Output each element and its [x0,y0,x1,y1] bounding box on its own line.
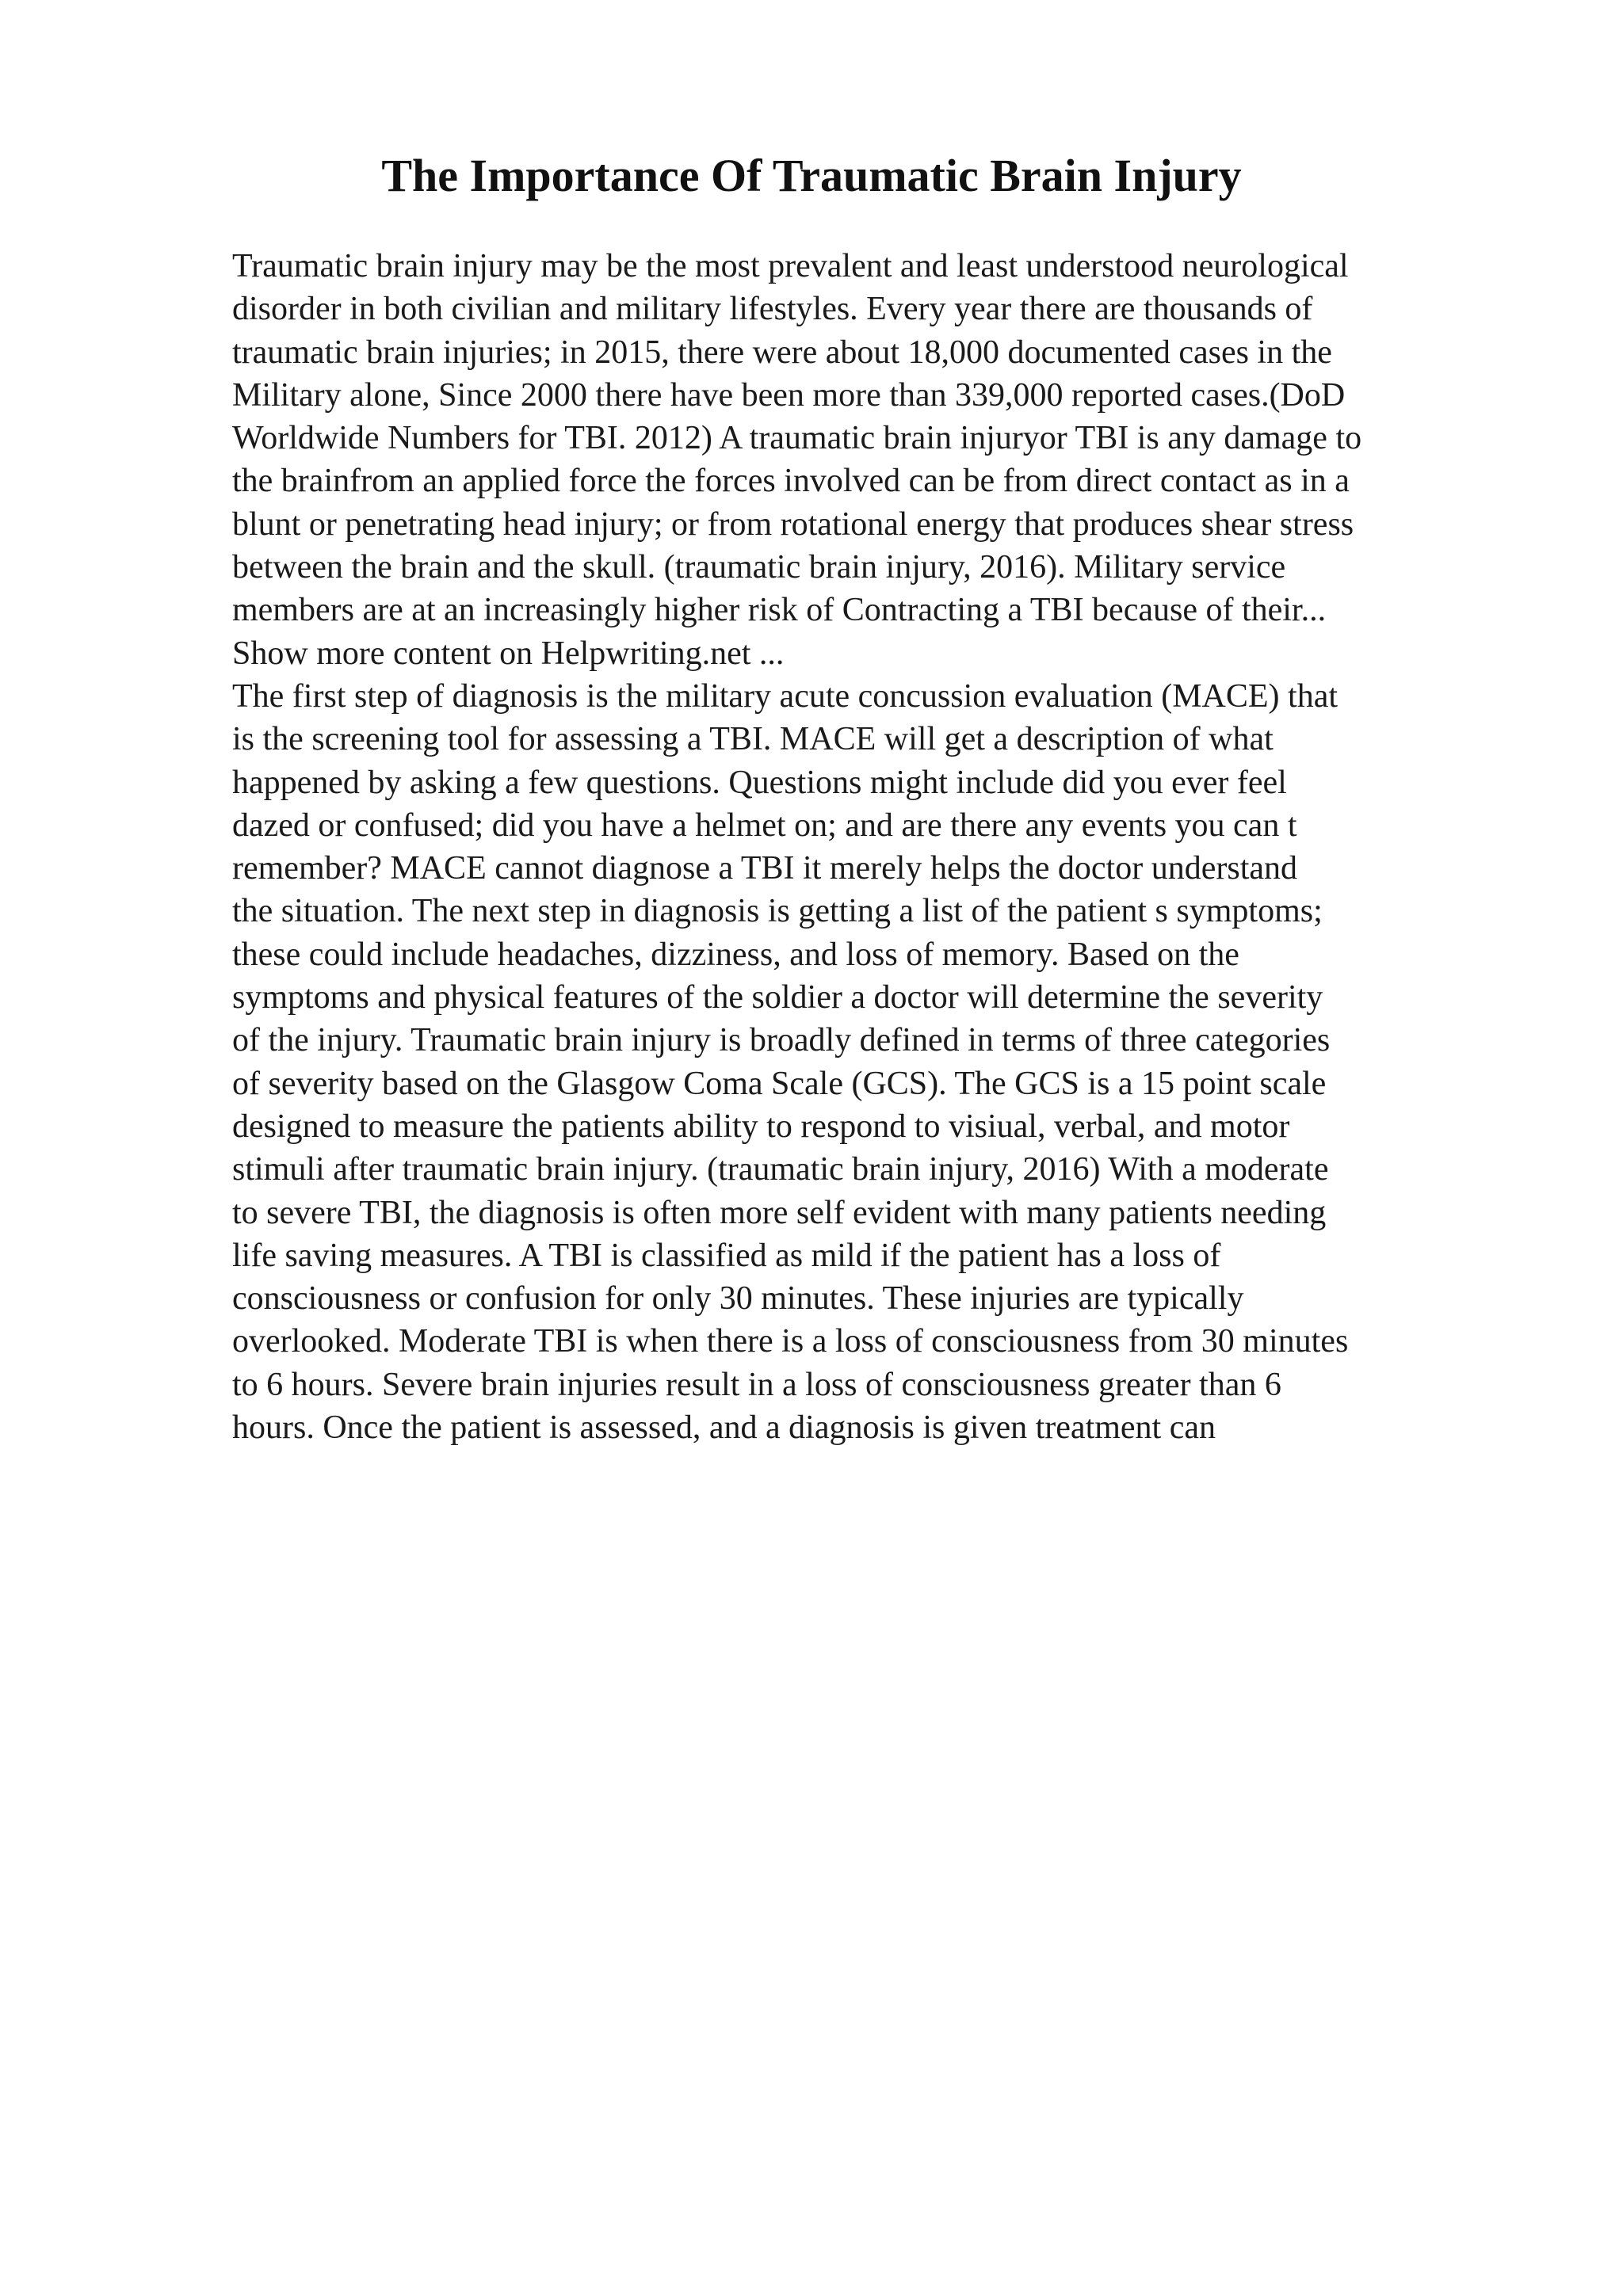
body-line: designed to measure the patients ability to respond to visiual, verbal, and motor [232,1108,1290,1145]
body-line: Traumatic brain injury may be the most prevalent and least understood neurological [232,248,1349,284]
body-line: members are at an increasingly higher risk of Contracting a TBI because of their... [232,592,1327,629]
body-line: of severity based on the Glasgow Coma Scale (GCS). The GCS is a 15 point scale [232,1065,1327,1102]
body-line: traumatic brain injuries; in 2015, there were about 18,000 documented cases in the [232,334,1332,371]
body-line: stimuli after traumatic brain injury. (traumatic brain injury, 2016) With a moderate [232,1151,1329,1188]
body-line: Worldwide Numbers for TBI. 2012) A traumatic brain injuryor TBI is any damage to [232,420,1362,457]
body-line: consciousness or confusion for only 30 minutes. These injuries are typically [232,1280,1244,1318]
body-line: the situation. The next step in diagnosis is getting a list of the patient s symptoms; [232,893,1323,930]
body-line: between the brain and the skull. (traumatic brain injury, 2016). Military service [232,549,1286,586]
document-title: The Importance Of Traumatic Brain Injury [381,150,1242,201]
body-line: overlooked. Moderate TBI is when there is a loss of consciousness from 30 minutes [232,1323,1349,1360]
body-line: dazed or confused; did you have a helmet on; and are there any events you can t [232,807,1297,844]
body-line: blunt or penetrating head injury; or from rotational energy that produces shear stress [232,505,1354,543]
show-more-line[interactable]: Show more content on Helpwriting.net ... [232,635,785,672]
body-line: to severe TBI, the diagnosis is often more self evident with many patients needing [232,1194,1327,1231]
body-line: of the injury. Traumatic brain injury is broadly defined in terms of three categories [232,1022,1331,1059]
body-line: disorder in both civilian and military lifestyles. Every year there are thousands of [232,291,1313,328]
body-line: these could include headaches, dizziness, and loss of memory. Based on the [232,936,1239,973]
body-line: to 6 hours. Severe brain injuries result in a loss of consciousness greater than 6 [232,1366,1281,1403]
body-line: symptoms and physical features of the soldier a doctor will determine the severity [232,979,1323,1016]
body-line: is the screening tool for assessing a TBI. MACE will get a description of what [232,721,1274,758]
document-body [232,245,1516,1449]
body-line: Military alone, Since 2000 there have been more than 339,000 reported cases.(DoD [232,376,1346,414]
body-line: hours. Once the patient is assessed, and a diagnosis is given treatment can [232,1409,1216,1447]
body-line: happened by asking a few questions. Questions might include did you ever feel [232,764,1287,801]
body-line: the brainfrom an applied force the forces involved can be from direct contact as in a [232,463,1350,500]
body-line: life saving measures. A TBI is classified as mild if the patient has a loss of [232,1237,1221,1274]
body-line: remember? MACE cannot diagnose a TBI it merely helps the doctor understand [232,850,1297,887]
body-line: The first step of diagnosis is the military acute concussion evaluation (MACE) that [232,677,1338,715]
